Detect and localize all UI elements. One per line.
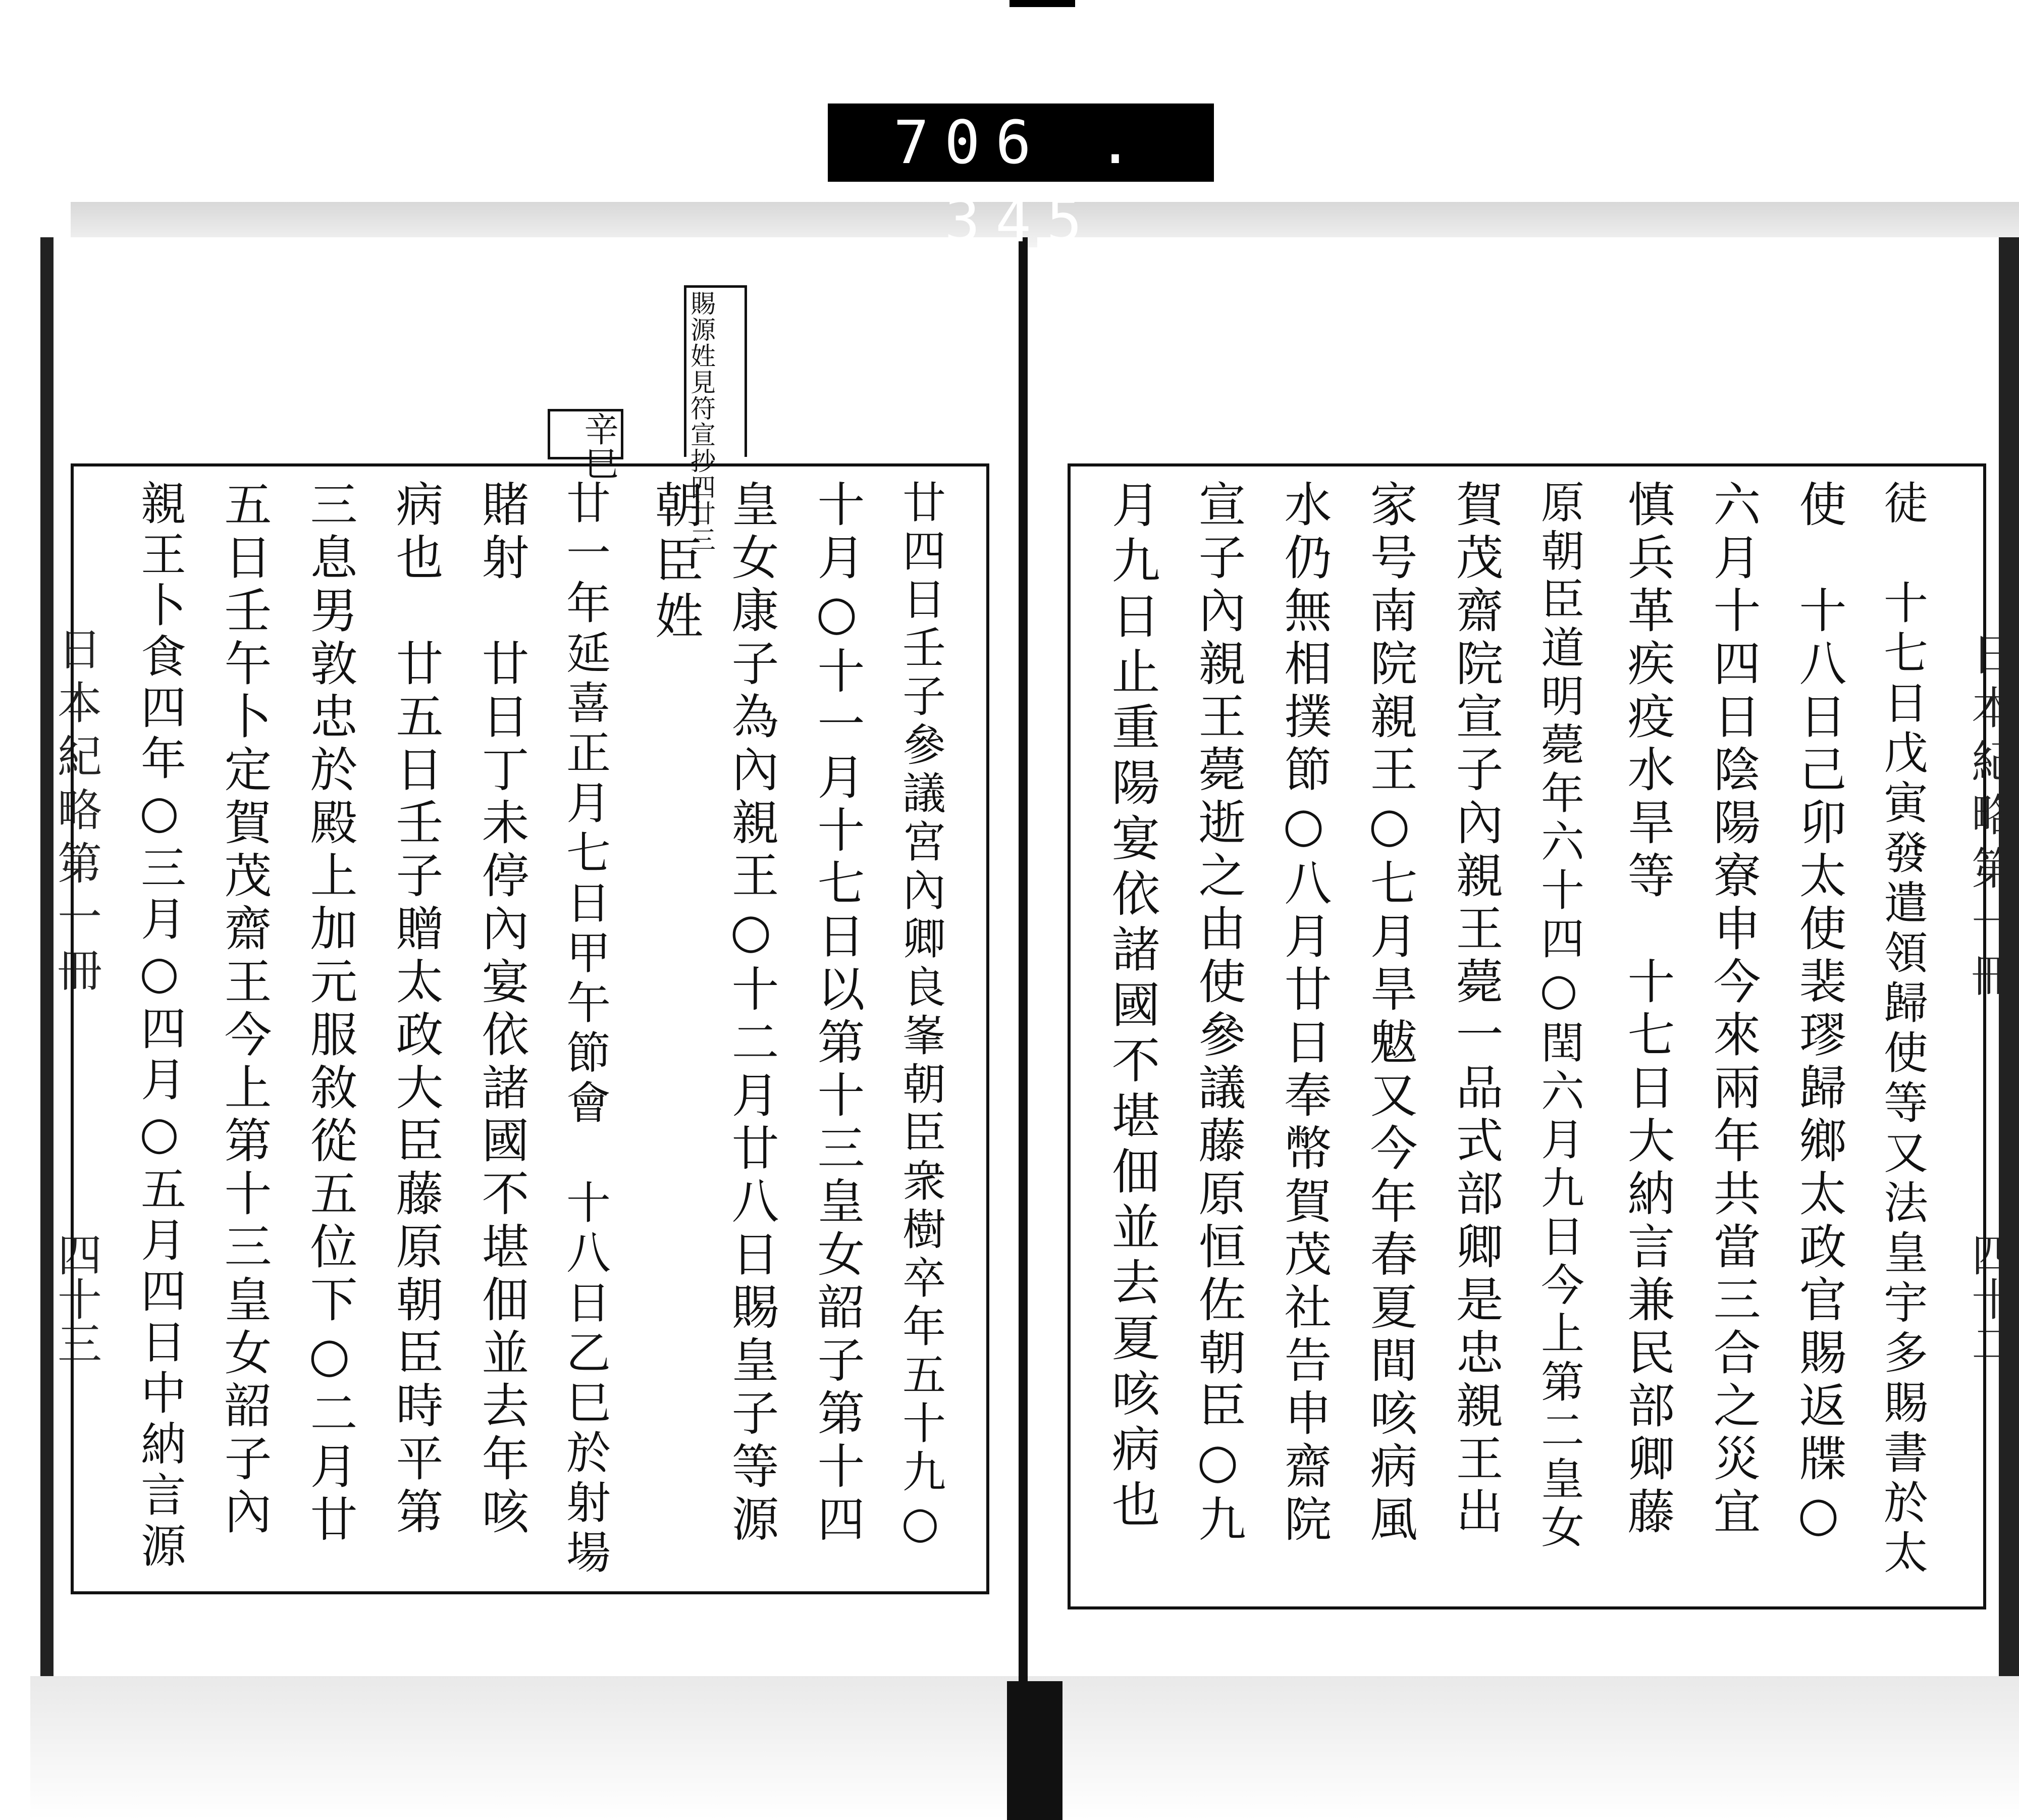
right-column-1: 徒 十七日戊寅發遣領歸使等又法皇宇多賜書於太 [1877, 480, 1929, 1579]
right-column-3: 六月十四日陰陽寮申今來兩年共當三合之災宜 [1705, 480, 1760, 1540]
label-number: 706 . 345 [893, 108, 1149, 255]
right-page-number: 四十二 [1964, 1232, 2016, 1365]
left-side-title: 日本紀略第一冊 [50, 626, 102, 1001]
spine-bottom [1007, 1681, 1062, 1820]
left-column-5: 廿一年延喜正月七日甲午節會 十八日乙巳於射場 [559, 480, 611, 1579]
left-column-8: 三息男敦忠於殿上加元服敘從五位下○二月廿 [302, 480, 357, 1547]
left-column-6: 賭射 廿日丁未停內宴依諸國不堪佃並去年咳 [473, 480, 528, 1540]
margin-note: 賜源姓見符宣抄四廿三 [686, 290, 716, 553]
right-column-7: 家号南院親王○七月旱魃又今年春夏間咳病風 [1362, 480, 1417, 1547]
right-side-title: 日本紀略第一冊 [1964, 631, 2016, 1006]
book-spine [1019, 237, 1028, 1701]
left-page-number: 四十三 [50, 1232, 102, 1365]
right-column-4: 慎兵革疾疫水旱等 十七日大納言兼民部卿藤 [1619, 480, 1674, 1540]
left-column-2: 十月○十一月十七日以第十三皇女韶子第十四 [809, 480, 864, 1547]
right-column-6: 賀茂齋院宣子內親王薨一品式部卿是忠親王出 [1448, 480, 1503, 1540]
left-column-10: 親王卜食四年○三月○四月○五月四日中納言源 [133, 480, 186, 1573]
left-column-9: 五日壬午卜定賀茂齋王今上第十三皇女韶子內 [216, 480, 271, 1540]
right-column-5: 原朝臣道明薨年六十四○閏六月九日今上第二皇女 [1533, 480, 1584, 1553]
left-column-3: 皇女康子為內親王○十二月廿八日賜皇子等源 [723, 480, 778, 1547]
right-column-2: 使 十八日己卯太使裴璆歸鄉太政官賜返牒○ [1791, 480, 1846, 1547]
right-column-8: 水仍無相撲節○八月廿日奉幣賀茂社告申齋院 [1276, 480, 1331, 1547]
right-column-10: 月九日止重陽宴依諸國不堪佃並去夏咳病也 [1104, 480, 1160, 1535]
left-column-7: 病也 廿五日壬子贈太政大臣藤原朝臣時平第 [388, 480, 443, 1540]
left-column-4: 朝臣姓 [647, 480, 704, 646]
era-tag: 辛巳 [578, 411, 618, 480]
right-column-9: 宣子內親王薨逝之由使參議藤原恒佐朝臣○九 [1190, 480, 1245, 1547]
top-edge-mark [1010, 0, 1075, 7]
left-column-1: 廿四日壬子參議宮內卿良峯朝臣衆樹卒年五十九○ [895, 480, 945, 1553]
